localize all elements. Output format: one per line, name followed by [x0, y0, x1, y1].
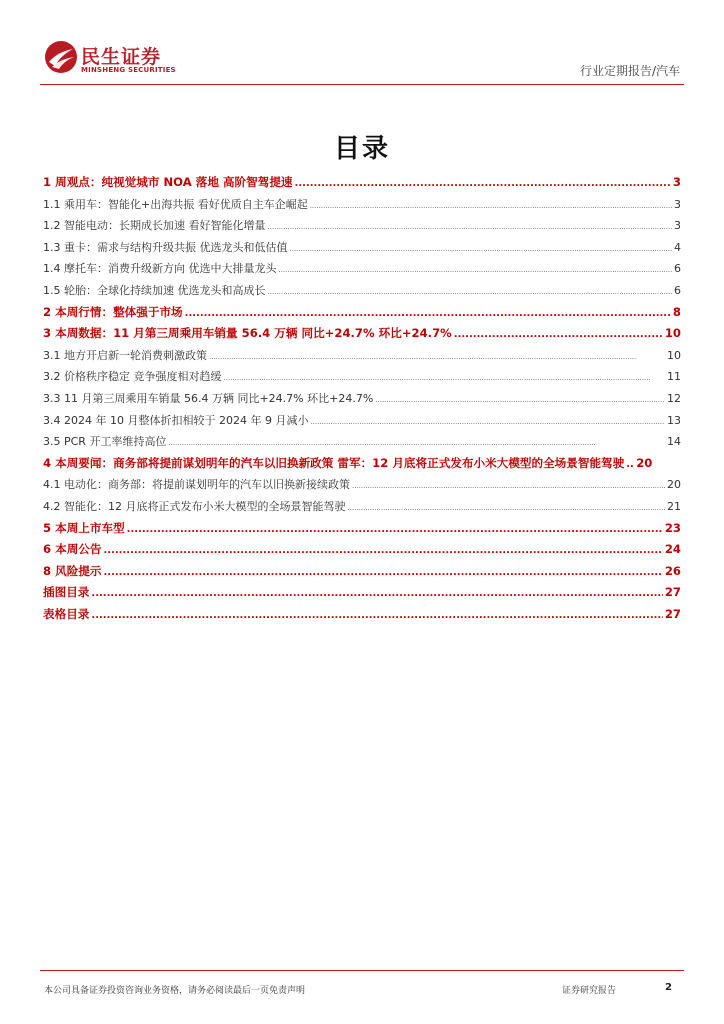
- toc-entry[interactable]: [43, 323, 681, 345]
- toc-leader-dots: [103, 562, 662, 583]
- toc-entry-page: 27: [664, 585, 681, 600]
- footer-disclaimer: 本公司具备证券投资咨询业务资格，请务必阅读最后一页免责声明: [44, 986, 306, 996]
- toc-entry-title: 3.1 地方开启新一轮消费刺激政策: [43, 348, 207, 362]
- toc-entry-page: 3: [674, 197, 681, 211]
- page-number: 2: [665, 982, 672, 993]
- toc-entry-page: 6: [674, 283, 681, 297]
- toc-leader-dots: [347, 498, 665, 518]
- toc-entry[interactable]: [43, 496, 681, 518]
- toc-entry-page: 10: [664, 326, 681, 341]
- header-divider: [40, 84, 684, 85]
- toc-entry-page: 4: [674, 240, 681, 254]
- toc-leader-dots: [268, 217, 673, 237]
- toc-entry-page: 3: [674, 219, 681, 233]
- toc-entry[interactable]: [43, 280, 681, 302]
- toc-leader-dots: [91, 605, 662, 626]
- report-category: 行业定期报告/汽车: [579, 64, 680, 78]
- toc-entry-page: 12: [667, 391, 681, 405]
- toc-entry-page: 23: [664, 520, 681, 535]
- toc-leader-dots: [209, 347, 665, 367]
- toc-entry-page: 11: [667, 370, 681, 384]
- toc-entry-page: 3: [672, 175, 681, 189]
- toc-entry-title: 3.2 价格秩序稳定 竞争强度相对趋缓: [43, 370, 222, 384]
- toc-entry-title: 3.4 2024 年 10 月整体折扣相较于 2024 年 9 月减小: [43, 413, 309, 427]
- footer-report-type: 证券研究报告: [562, 986, 617, 996]
- toc-entry-title: 插图目录: [43, 585, 90, 600]
- page-title: 目录: [333, 134, 390, 164]
- toc-leader-dots: [454, 324, 663, 345]
- toc-entry-page: 20: [636, 455, 653, 470]
- toc-entry[interactable]: [43, 604, 681, 626]
- company-logo: [44, 40, 184, 80]
- toc-leader-dots: [279, 260, 673, 280]
- toc-leader-dots: [375, 390, 665, 410]
- toc-entry[interactable]: [43, 237, 681, 259]
- toc-entry-title: 3.3 11 月第三周乘用车销量 56.4 万辆 同比+24.7% 环比+24.7%: [43, 391, 374, 405]
- toc-entry-title: 1.1 乘用车：智能化+出海共振 看好优质自主车企崛起: [43, 197, 308, 211]
- toc-leader-dots: [352, 476, 665, 496]
- toc-entry[interactable]: [43, 518, 681, 540]
- toc-leader-dots: [103, 540, 662, 561]
- toc-entry[interactable]: [43, 561, 681, 583]
- toc-entry[interactable]: [43, 453, 681, 475]
- toc-leader-dots: [127, 519, 663, 540]
- toc-entry-page: 14: [667, 435, 681, 449]
- toc-entry[interactable]: [43, 410, 681, 432]
- toc-entry-title: 1.4 摩托车：消费升级新方向 优选中大排量龙头: [43, 262, 277, 276]
- toc-leader-dots: [224, 368, 666, 388]
- toc-entry-title: 表格目录: [43, 606, 90, 621]
- toc-entry-page: 8: [672, 304, 681, 319]
- toc-entry-title: 4 本周要闻：商务部将提前谋划明年的汽车以旧换新政策 雷军：12 月底将正式发布小米大模型的全场景智能驾驶: [43, 455, 625, 470]
- toc-entry-page: 13: [667, 413, 681, 427]
- toc-leader-dots: [310, 196, 672, 216]
- toc-entry[interactable]: [43, 345, 681, 367]
- toc-leader-dots: [295, 173, 671, 194]
- toc-entry-title: 5 本周上市车型: [43, 520, 125, 535]
- minsheng-logo-icon: [44, 40, 78, 74]
- toc-entry[interactable]: [43, 172, 681, 194]
- toc-entry-page: 10: [667, 348, 681, 362]
- toc-entry[interactable]: [43, 539, 681, 561]
- toc-entry-title: 4.2 智能化：12 月底将正式发布小米大模型的全场景智能驾驶: [43, 499, 346, 513]
- toc-leader-dots: [91, 583, 662, 604]
- toc-entry[interactable]: [43, 388, 681, 410]
- toc-entry[interactable]: [43, 258, 681, 280]
- toc-entry-title: 1.5 轮胎：全球化持续加速 优选龙头和高成长: [43, 283, 266, 297]
- toc-entry-page: 26: [664, 563, 681, 578]
- toc-entry-title: 1.2 智能电动：长期成长加速 看好智能化增量: [43, 219, 266, 233]
- toc-entry[interactable]: [43, 302, 681, 324]
- toc-leader-dots: [268, 282, 673, 302]
- toc-entry[interactable]: [43, 582, 681, 604]
- toc-leader-dots: [626, 454, 634, 475]
- table-of-contents: [43, 172, 681, 625]
- logo-text-cn: 民生证券: [81, 46, 162, 68]
- toc-entry-title: 3 本周数据：11 月第三周乘用车销量 56.4 万辆 同比+24.7% 环比+24.7%: [43, 326, 452, 341]
- toc-entry-page: 24: [664, 542, 681, 557]
- toc-entry-title: 8 风险提示: [43, 563, 102, 578]
- toc-entry-title: 6 本周公告: [43, 542, 102, 557]
- toc-entry[interactable]: [43, 366, 681, 388]
- toc-entry[interactable]: [43, 215, 681, 237]
- toc-leader-dots: [168, 433, 665, 453]
- footer-divider: [40, 970, 684, 971]
- toc-entry-page: 27: [664, 606, 681, 621]
- toc-entry-title: 1 周观点：纯视觉城市 NOA 落地 高阶智驾提速: [43, 175, 293, 189]
- toc-entry-title: 4.1 电动化：商务部：将提前谋划明年的汽车以旧换新接续政策: [43, 478, 350, 492]
- toc-entry-title: 2 本周行情：整体强于市场: [43, 304, 183, 319]
- toc-entry-title: 1.3 重卡：需求与结构升级共振 优选龙头和低估值: [43, 240, 288, 254]
- toc-entry-title: 3.5 PCR 开工率维持高位: [43, 435, 167, 449]
- toc-entry-page: 21: [667, 499, 681, 513]
- toc-entry-page: 6: [674, 262, 681, 276]
- toc-leader-dots: [290, 239, 673, 259]
- logo-text-en: MINSHENG SECURITIES: [81, 66, 176, 74]
- toc-entry[interactable]: [43, 474, 681, 496]
- toc-leader-dots: [185, 303, 671, 324]
- toc-leader-dots: [310, 412, 665, 432]
- toc-entry[interactable]: [43, 431, 681, 453]
- toc-entry-page: 20: [667, 478, 681, 492]
- toc-entry[interactable]: [43, 194, 681, 216]
